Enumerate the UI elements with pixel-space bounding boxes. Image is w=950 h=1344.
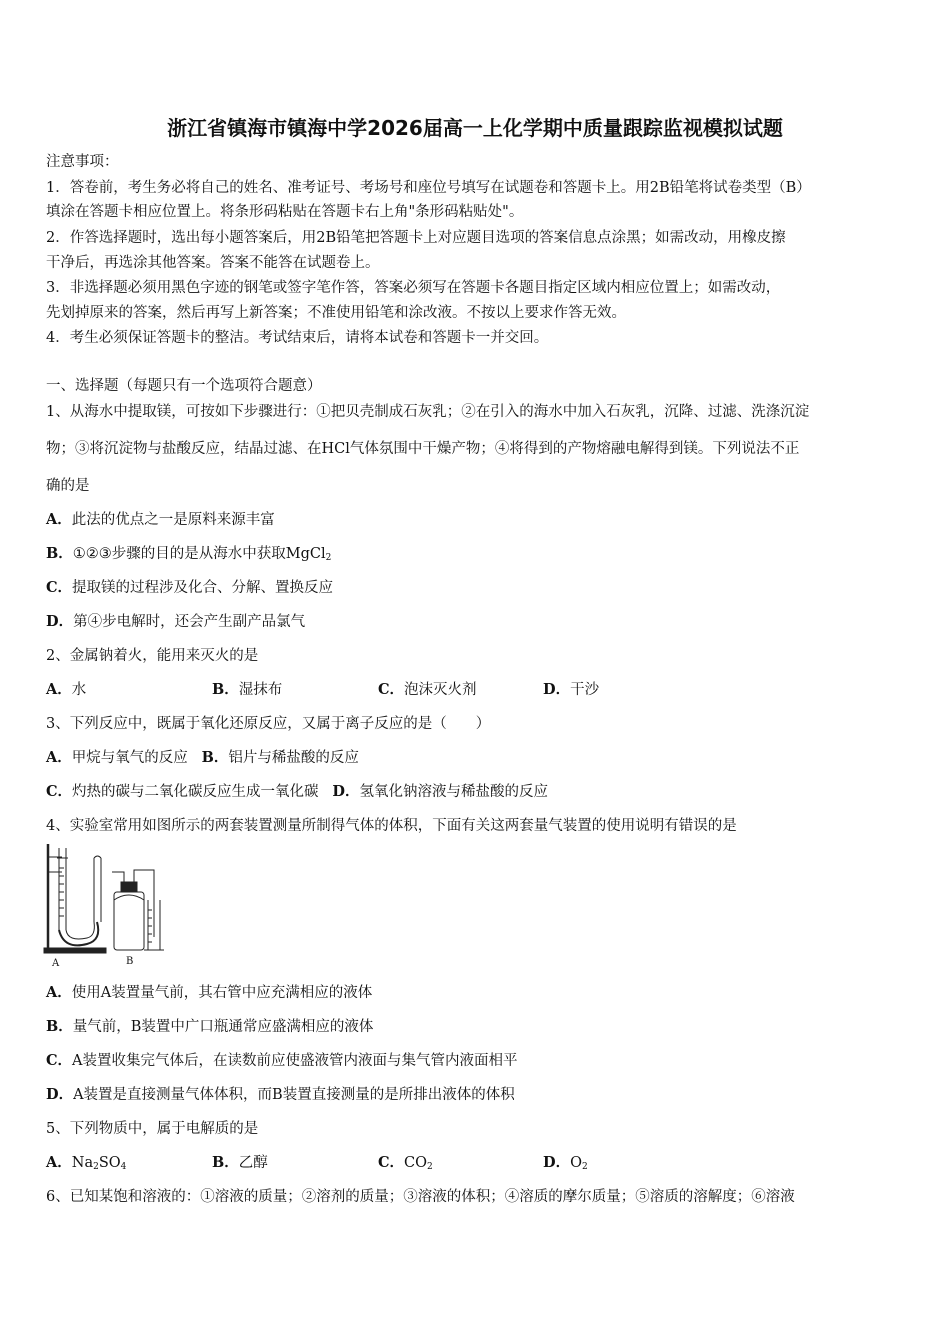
option-text: A装置收集完气体后，在读数前应使盛液管内液面与集气管内液面相平: [72, 1053, 518, 1069]
subscript: 2: [325, 553, 332, 563]
option-text: 灼热的碳与二氧化碳反应生成一氧化碳: [72, 784, 319, 800]
option-text: 氢氧化钠溶液与稀盐酸的反应: [359, 784, 548, 800]
option-text: 甲烷与氧气的反应: [71, 750, 188, 766]
q3-options-row2: [46, 782, 548, 802]
option-label: C．: [46, 579, 73, 596]
q1-stem-line: 物；③将沉淀物与盐酸反应，结晶过滤、在HCl气体氛围中干燥产物；④将得到的产物熔融电解得到镁。下列说法不正: [46, 441, 800, 457]
option-text: Na: [71, 1155, 94, 1171]
stand-base: [44, 948, 106, 953]
page-title: 浙江省镇海市镇海中学2026届高一上化学期中质量跟踪监视模拟试题: [167, 116, 783, 140]
section-heading: 一、选择题（每题只有一个选项符合题意）: [46, 378, 322, 394]
option-text: SO: [98, 1155, 121, 1171]
q6-stem: 6、已知某饱和溶液的：①溶液的质量；②溶剂的质量；③溶液的体积；④溶质的摩尔质量；⑤溶质的溶解度；⑥溶液: [46, 1189, 795, 1205]
notice-line: 4．考生必须保证答题卡的整洁。考试结束后，请将本试卷和答题卡一并交回。: [46, 330, 549, 346]
option-label: D．: [46, 613, 74, 630]
q3-option-d: [332, 784, 548, 800]
option-label: A．: [46, 984, 72, 1001]
notice-line: 先划掉原来的答案，然后再写上新答案；不准使用铅笔和涂改液。不按以上要求作答无效。: [46, 305, 626, 321]
notice-line: 填涂在答题卡相应位置上。将条形码粘贴在答题卡右上角"条形码粘贴处"。: [46, 204, 524, 220]
option-label: A．: [46, 1154, 72, 1171]
q1-option-c: [46, 578, 333, 598]
notice-line: 干净后，再选涂其他答案。答案不能答在试题卷上。: [46, 255, 380, 271]
q2-options: [46, 680, 599, 700]
q3-option-a: [46, 750, 188, 766]
figure-label-b: B: [126, 956, 134, 967]
option-label: B．: [46, 1018, 73, 1035]
subscript: 4: [120, 1162, 127, 1172]
q5-option-c: [378, 1153, 543, 1177]
option-text: 泡沫灭火剂: [404, 682, 477, 698]
q2-option-d: [543, 680, 599, 700]
q3-stem: 3、下列反应中，既属于氧化还原反应，又属于离子反应的是（ ）: [46, 716, 491, 732]
q4-option-c: [46, 1051, 518, 1071]
q2-option-b: [212, 680, 378, 700]
option-label: B．: [46, 545, 73, 562]
q2-stem: 2、金属钠着火，能用来灭火的是: [46, 648, 259, 664]
q1-stem-line: 确的是: [46, 478, 90, 494]
notice-line: 1．答卷前，考生务必将自己的姓名、准考证号、考场号和座位号填写在试题卷和答题卡上。用2B铅笔将试卷类型（B）: [46, 180, 811, 196]
q5-option-b: [212, 1153, 378, 1173]
subscript: 2: [581, 1162, 588, 1172]
option-label: C．: [46, 1052, 73, 1069]
q4-option-b: [46, 1017, 373, 1037]
q4-stem: 4、实验室常用如图所示的两套装置测量所制得气体的体积，下面有关这两套量气装置的使用说明有错误的是: [46, 818, 737, 834]
option-text: 湿抹布: [238, 682, 283, 698]
subscript: 2: [93, 1162, 99, 1172]
wide-mouth-bottle: [114, 892, 144, 950]
q4-option-a: [46, 983, 372, 1003]
q4-option-d: [46, 1085, 515, 1105]
option-label: D．: [543, 681, 571, 698]
q1-option-b: [46, 544, 331, 568]
notice-line: 3．非选择题必须用黑色字迹的钢笔或签字笔作答，答案必须写在答题卡各题目指定区域内相应位置上；如需改动，: [46, 280, 781, 296]
q2-option-a: [46, 680, 212, 700]
option-label: B．: [212, 1154, 239, 1171]
q2-option-c: [378, 680, 543, 700]
notice-heading: 注意事项：: [46, 154, 119, 170]
stopper: [121, 882, 137, 892]
option-label: B．: [212, 681, 239, 698]
option-text: 水: [71, 682, 87, 698]
option-text: 提取镁的过程涉及化合、分解、置换反应: [72, 580, 334, 596]
q1-option-a: [46, 510, 275, 530]
q1-option-d: [46, 612, 305, 632]
subscript: 2: [427, 1162, 433, 1172]
q3-option-c: [46, 784, 319, 800]
option-label: B．: [201, 749, 229, 766]
gas-measuring-apparatus-figure: [42, 842, 202, 976]
option-text: ①②③步骤的目的是从海水中获取MgCl: [72, 546, 326, 562]
option-label: C．: [378, 681, 405, 698]
option-text: A装置是直接测量气体体积，而B装置直接测量的是所排出液体的体积: [73, 1087, 515, 1103]
q5-option-a: [46, 1153, 212, 1177]
q1-stem-line: 1、从海水中提取镁，可按如下步骤进行：①把贝壳制成石灰乳；②在引入的海水中加入石灰乳，沉降、过滤、洗涤沉淀: [46, 404, 810, 420]
option-label: A．: [46, 681, 72, 698]
option-text: 使用A装置量气前，其右管中应充满相应的液体: [71, 985, 373, 1001]
q3-option-b: [202, 750, 359, 766]
option-text: CO: [404, 1155, 428, 1171]
notice-line: 2．作答选择题时，选出每小题答案后，用2B铅笔把答题卡上对应题目选项的答案信息点涂黑；如需改动，用橡皮擦: [46, 230, 786, 246]
option-text: 第④步电解时，还会产生副产品氯气: [73, 614, 306, 630]
option-text: 此法的优点之一是原料来源丰富: [71, 512, 275, 528]
option-label: D．: [543, 1154, 571, 1171]
option-label: A．: [46, 749, 72, 766]
q5-option-d: [543, 1153, 588, 1177]
q5-stem: 5、下列物质中，属于电解质的是: [46, 1121, 259, 1137]
option-label: C．: [378, 1154, 405, 1171]
option-label: D．: [332, 783, 360, 800]
q5-options: [46, 1153, 588, 1177]
q3-options-row1: [46, 748, 359, 768]
figure-label-a: A: [52, 958, 60, 969]
option-text: O: [570, 1155, 582, 1171]
option-label: C．: [46, 783, 73, 800]
option-text: 乙醇: [238, 1155, 268, 1171]
option-label: A．: [46, 511, 72, 528]
option-text: 量气前，B装置中广口瓶通常应盛满相应的液体: [72, 1019, 374, 1035]
option-text: 干沙: [570, 682, 600, 698]
apparatus-drawing: [42, 842, 202, 972]
option-label: D．: [46, 1086, 74, 1103]
option-text: 铝片与稀盐酸的反应: [228, 750, 359, 766]
